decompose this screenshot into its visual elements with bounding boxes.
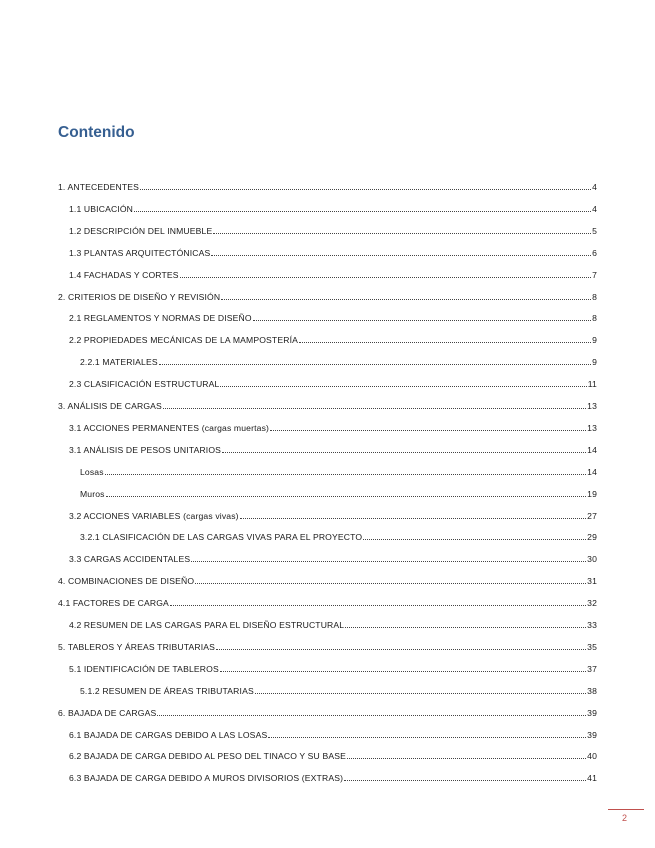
toc-entry-title: 3.1 ANÁLISIS DE PESOS UNITARIOS (69, 444, 222, 455)
toc-entry[interactable] (69, 652, 597, 674)
toc-entry-page: 11 (587, 379, 597, 390)
toc-dot-leader (134, 211, 591, 212)
toc-entry-title: Muros (80, 488, 105, 499)
toc-entry-page: 19 (587, 488, 597, 499)
toc-entry-title: 1. ANTECEDENTES (58, 182, 140, 192)
toc-entry-page: 39 (587, 729, 597, 740)
toc-entry-title: 2. CRITERIOS DE DISEÑO Y REVISIÓN (58, 291, 221, 302)
toc-entry[interactable] (58, 280, 597, 302)
toc-entry[interactable] (69, 301, 597, 323)
toc-entry[interactable] (58, 564, 597, 586)
toc-entry-title: 6.1 BAJADA DE CARGAS DEBIDO A LAS LOSAS (69, 729, 268, 740)
toc-dot-leader (222, 452, 586, 453)
toc-entry-page: 4 (592, 182, 597, 192)
toc-entry-title: 3. ANÁLISIS DE CARGAS (58, 401, 162, 411)
toc-entry[interactable] (69, 323, 597, 345)
footer-page-number: 2 (622, 813, 628, 823)
toc-dot-leader (191, 561, 586, 562)
toc-entry-title: 3.2 ACCIONES VARIABLES (cargas vivas) (69, 510, 239, 521)
toc-dot-leader (270, 430, 586, 431)
toc-entry[interactable] (69, 761, 597, 783)
toc-dot-leader (255, 693, 586, 694)
toc-entry[interactable] (69, 214, 597, 236)
toc-entry[interactable] (69, 192, 597, 214)
toc-heading: Contenido (58, 124, 135, 141)
toc-dot-leader (268, 737, 586, 738)
toc-entry[interactable] (69, 433, 597, 455)
toc-entry[interactable] (69, 258, 597, 280)
toc-entry[interactable] (58, 389, 597, 411)
toc-entry-title: 1.3 PLANTAS ARQUITECTÓNICAS (69, 247, 211, 258)
toc-entry-title: 5.1 IDENTIFICACIÓN DE TABLEROS (69, 663, 219, 674)
toc-dot-leader (213, 233, 591, 234)
toc-dot-leader (363, 539, 586, 540)
toc-entry-page: 37 (587, 663, 597, 674)
toc-entry[interactable] (80, 520, 597, 542)
toc-dot-leader (180, 277, 591, 278)
toc-entry[interactable] (69, 608, 597, 630)
toc-dot-leader (220, 386, 586, 387)
toc-entry-page: 14 (587, 466, 597, 477)
toc-entry[interactable] (80, 674, 597, 696)
toc-dot-leader (344, 780, 586, 781)
toc-entry-title: 4.1 FACTORES DE CARGA (58, 598, 169, 609)
toc-entry-title: 3.3 CARGAS ACCIDENTALES (69, 554, 191, 565)
toc-entry[interactable] (58, 170, 597, 192)
toc-entry[interactable] (58, 586, 597, 608)
toc-entry-page: 9 (592, 357, 597, 368)
toc-dot-leader (220, 671, 586, 672)
toc-entry-title: 6.3 BAJADA DE CARGA DEBIDO A MUROS DIVISORIOS (EXTRAS) (69, 773, 344, 784)
toc-entry[interactable] (69, 739, 597, 761)
toc-entry-title: 2.2 PROPIEDADES MECÁNICAS DE LA MAMPOSTERÍA (69, 335, 298, 346)
toc-entry[interactable] (58, 696, 597, 718)
toc-entry-title: 6.2 BAJADA DE CARGA DEBIDO AL PESO DEL TINACO Y SU BASE (69, 751, 346, 762)
toc-entry-page: 32 (587, 598, 597, 609)
toc-entry-page: 6 (592, 247, 597, 258)
toc-entry[interactable] (80, 345, 597, 367)
toc-entry-page: 4 (592, 203, 597, 214)
toc-entry-page: 13 (587, 422, 597, 433)
toc-entry-page: 5 (592, 225, 597, 236)
toc-dot-leader (157, 715, 586, 716)
footer-rule (608, 809, 644, 810)
toc-entry-title: 6. BAJADA DE CARGAS (58, 707, 157, 718)
toc-entry-title: 1.1 UBICACIÓN (69, 203, 134, 214)
toc-entry[interactable] (69, 542, 597, 564)
toc-dot-leader (347, 758, 586, 759)
toc-dot-leader (299, 342, 591, 343)
toc-entry-title: 4.2 RESUMEN DE LAS CARGAS PARA EL DISEÑO ESTRUCTURAL (69, 620, 345, 630)
toc-entry[interactable] (69, 411, 597, 433)
toc-entry-title: 2.1 REGLAMENTOS Y NORMAS DE DISEÑO (69, 313, 252, 324)
toc-dot-leader (216, 649, 586, 650)
toc-dot-leader (345, 627, 586, 628)
toc-entry-page: 14 (587, 444, 597, 455)
toc-entry-page: 29 (587, 532, 597, 543)
toc-entry-page: 27 (587, 510, 597, 521)
toc-dot-leader (240, 518, 586, 519)
toc-entry-page: 8 (592, 313, 597, 324)
toc-entry-title: 3.1 ACCIONES PERMANENTES (cargas muertas) (69, 422, 270, 433)
toc-entry-page: 7 (592, 269, 597, 280)
toc-entry-page: 13 (587, 401, 597, 411)
toc-dot-leader (170, 605, 586, 606)
toc-entry-title: 3.2.1 CLASIFICACIÓN DE LAS CARGAS VIVAS PARA EL PROYECTO (80, 532, 363, 543)
toc-entry[interactable] (58, 630, 597, 652)
toc-dot-leader (106, 496, 587, 497)
toc-entry-page: 9 (592, 335, 597, 346)
toc-entry-page: 39 (587, 707, 597, 718)
toc-entry-title: 2.2.1 MATERIALES (80, 357, 158, 368)
toc-entry-page: 31 (587, 576, 597, 587)
toc-entry[interactable] (80, 455, 597, 477)
toc-dot-leader (221, 299, 591, 300)
toc-entry-title: 2.3 CLASIFICACIÓN ESTRUCTURAL (69, 379, 220, 390)
toc-entry-page: 35 (587, 641, 597, 652)
toc-dot-leader (163, 408, 586, 409)
toc-dot-leader (195, 583, 586, 584)
toc-dot-leader (159, 364, 591, 365)
toc-entry-title: 4. COMBINACIONES DE DISEÑO (58, 576, 195, 587)
toc-entry[interactable] (69, 367, 597, 389)
toc-entry-page: 41 (587, 773, 597, 784)
toc-entry[interactable] (69, 499, 597, 521)
toc-entry-title: Losas (80, 466, 104, 477)
toc-entry-page: 30 (587, 554, 597, 565)
toc-entry-page: 8 (592, 291, 597, 302)
toc-entry-page: 40 (587, 751, 597, 762)
toc-entry-page: 38 (587, 685, 597, 696)
toc-entry-title: 5. TABLEROS Y ÁREAS TRIBUTARIAS (58, 641, 216, 652)
toc-dot-leader (253, 320, 591, 321)
toc-dot-leader (140, 189, 591, 190)
toc-dot-leader (105, 474, 586, 475)
toc-entry[interactable] (69, 718, 597, 740)
toc-entry-title: 1.4 FACHADAS Y CORTES (69, 269, 179, 280)
toc-entry-page: 33 (587, 620, 597, 630)
toc-entry-title: 1.2 DESCRIPCIÓN DEL INMUEBLE (69, 225, 213, 236)
toc-entry-title: 5.1.2 RESUMEN DE ÁREAS TRIBUTARIAS (80, 685, 254, 696)
toc-entry[interactable] (80, 477, 597, 499)
toc-dot-leader (211, 255, 591, 256)
toc-entry[interactable] (69, 236, 597, 258)
